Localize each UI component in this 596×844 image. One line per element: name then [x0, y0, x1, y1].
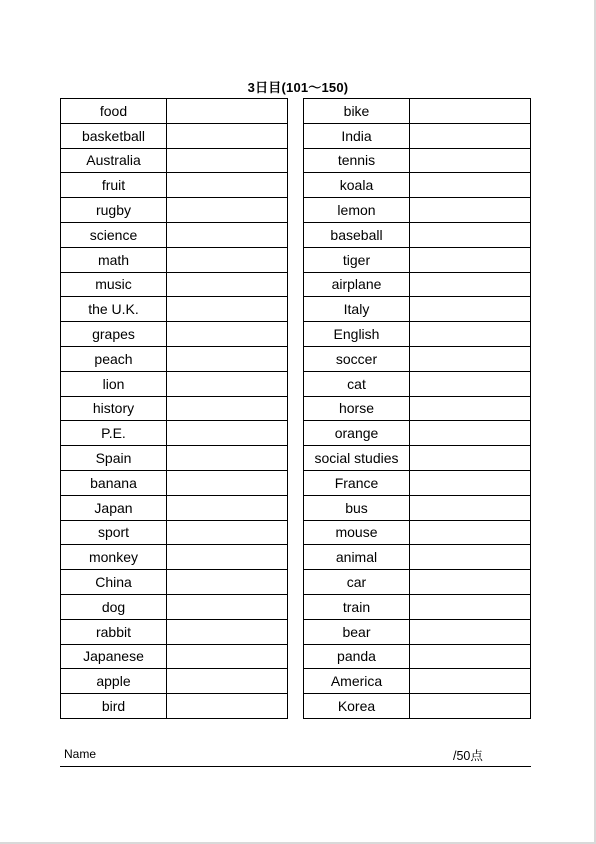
vocab-word: tennis	[304, 148, 410, 173]
answer-cell[interactable]	[410, 99, 531, 124]
vocab-word: bike	[304, 99, 410, 124]
table-row	[304, 272, 531, 297]
vocab-word: monkey	[61, 545, 167, 570]
vocab-word: bear	[304, 619, 410, 644]
table-row	[304, 247, 531, 272]
vocab-word: France	[304, 470, 410, 495]
table-row	[61, 446, 288, 471]
answer-cell[interactable]	[167, 123, 288, 148]
table-row	[61, 198, 288, 223]
answer-cell[interactable]	[410, 173, 531, 198]
table-row	[61, 148, 288, 173]
vocab-word: bird	[61, 694, 167, 719]
answer-cell[interactable]	[410, 545, 531, 570]
vocab-word: soccer	[304, 346, 410, 371]
vocab-word: science	[61, 222, 167, 247]
vocab-word: China	[61, 570, 167, 595]
vocab-word: Australia	[61, 148, 167, 173]
answer-cell[interactable]	[410, 272, 531, 297]
answer-cell[interactable]	[410, 669, 531, 694]
table-row	[304, 470, 531, 495]
table-row	[304, 594, 531, 619]
table-row	[61, 694, 288, 719]
vocab-word: tiger	[304, 247, 410, 272]
table-row	[304, 570, 531, 595]
score-label: /50点	[453, 749, 483, 763]
table-row	[304, 322, 531, 347]
table-row	[61, 272, 288, 297]
table-row	[61, 247, 288, 272]
answer-cell[interactable]	[167, 495, 288, 520]
answer-cell[interactable]	[410, 198, 531, 223]
table-row	[61, 619, 288, 644]
vocab-word: panda	[304, 644, 410, 669]
answer-cell[interactable]	[410, 371, 531, 396]
vocab-word: America	[304, 669, 410, 694]
answer-cell[interactable]	[167, 148, 288, 173]
vocab-word: animal	[304, 545, 410, 570]
answer-cell[interactable]	[410, 421, 531, 446]
answer-cell[interactable]	[167, 346, 288, 371]
vocab-word: grapes	[61, 322, 167, 347]
table-row	[61, 421, 288, 446]
answer-cell[interactable]	[167, 198, 288, 223]
answer-cell[interactable]	[167, 594, 288, 619]
answer-cell[interactable]	[167, 272, 288, 297]
vocab-word: sport	[61, 520, 167, 545]
vocab-word: music	[61, 272, 167, 297]
vocab-word: Spain	[61, 446, 167, 471]
vocab-word: dog	[61, 594, 167, 619]
table-row	[304, 669, 531, 694]
table-row	[61, 371, 288, 396]
answer-cell[interactable]	[410, 470, 531, 495]
vocab-word: English	[304, 322, 410, 347]
vocab-word: mouse	[304, 520, 410, 545]
vocab-word: P.E.	[61, 421, 167, 446]
vocab-word: baseball	[304, 222, 410, 247]
table-row	[304, 421, 531, 446]
answer-cell[interactable]	[167, 470, 288, 495]
name-label: Name	[64, 747, 97, 761]
table-row	[61, 495, 288, 520]
vocab-word: basketball	[61, 123, 167, 148]
vocab-word: koala	[304, 173, 410, 198]
vocab-word: banana	[61, 470, 167, 495]
answer-cell[interactable]	[410, 247, 531, 272]
table-row	[304, 644, 531, 669]
table-row	[61, 297, 288, 322]
vocab-word: fruit	[61, 173, 167, 198]
answer-cell[interactable]	[410, 148, 531, 173]
vocab-word: Japan	[61, 495, 167, 520]
answer-cell[interactable]	[167, 644, 288, 669]
table-row	[61, 346, 288, 371]
answer-cell[interactable]	[167, 247, 288, 272]
vocab-word: airplane	[304, 272, 410, 297]
vocab-word: the U.K.	[61, 297, 167, 322]
page-title: 3日目(101～150)	[247, 80, 349, 95]
answer-cell[interactable]	[167, 570, 288, 595]
vocab-word: bus	[304, 495, 410, 520]
table-row	[304, 446, 531, 471]
vocab-word: rabbit	[61, 619, 167, 644]
answer-cell[interactable]	[167, 99, 288, 124]
vocab-word: lemon	[304, 198, 410, 223]
vocab-word: cat	[304, 371, 410, 396]
answer-cell[interactable]	[167, 520, 288, 545]
table-row	[304, 545, 531, 570]
vocab-word: Japanese	[61, 644, 167, 669]
table-row	[61, 322, 288, 347]
answer-cell[interactable]	[410, 495, 531, 520]
vocab-word: peach	[61, 346, 167, 371]
answer-cell[interactable]	[167, 619, 288, 644]
answer-cell[interactable]	[167, 446, 288, 471]
table-row	[304, 346, 531, 371]
vocab-word: India	[304, 123, 410, 148]
vocab-word: orange	[304, 421, 410, 446]
answer-cell[interactable]	[410, 619, 531, 644]
vocab-word: Korea	[304, 694, 410, 719]
table-row	[61, 222, 288, 247]
answer-cell[interactable]	[410, 570, 531, 595]
table-row	[304, 148, 531, 173]
table-row	[304, 495, 531, 520]
vocab-word: car	[304, 570, 410, 595]
table-row	[304, 694, 531, 719]
answer-cell[interactable]	[410, 396, 531, 421]
answer-cell[interactable]	[167, 396, 288, 421]
table-row	[61, 570, 288, 595]
answer-cell[interactable]	[410, 594, 531, 619]
table-row	[61, 594, 288, 619]
table-row	[304, 123, 531, 148]
answer-cell[interactable]	[167, 371, 288, 396]
vocab-word: food	[61, 99, 167, 124]
vocab-word: train	[304, 594, 410, 619]
answer-cell[interactable]	[167, 545, 288, 570]
table-row	[304, 173, 531, 198]
table-row	[304, 198, 531, 223]
answer-cell[interactable]	[410, 222, 531, 247]
table-row	[304, 396, 531, 421]
answer-cell[interactable]	[167, 222, 288, 247]
answer-cell[interactable]	[410, 520, 531, 545]
table-row	[61, 545, 288, 570]
right-word-table	[303, 98, 531, 719]
vocab-word: history	[61, 396, 167, 421]
table-row	[61, 123, 288, 148]
table-row	[61, 644, 288, 669]
table-row	[61, 99, 288, 124]
vocab-word: math	[61, 247, 167, 272]
answer-cell[interactable]	[410, 644, 531, 669]
table-row	[61, 669, 288, 694]
vocab-word: horse	[304, 396, 410, 421]
table-row	[61, 470, 288, 495]
table-row	[304, 99, 531, 124]
answer-cell[interactable]	[167, 297, 288, 322]
vocab-word: rugby	[61, 198, 167, 223]
answer-cell[interactable]	[167, 421, 288, 446]
table-row	[304, 520, 531, 545]
answer-cell[interactable]	[410, 346, 531, 371]
table-row	[304, 222, 531, 247]
table-row	[61, 173, 288, 198]
answer-cell[interactable]	[410, 123, 531, 148]
table-row	[61, 396, 288, 421]
answer-cell[interactable]	[410, 694, 531, 719]
table-row	[304, 371, 531, 396]
table-row	[304, 297, 531, 322]
answer-cell[interactable]	[167, 669, 288, 694]
answer-cell[interactable]	[410, 446, 531, 471]
answer-cell[interactable]	[410, 322, 531, 347]
answer-cell[interactable]	[167, 322, 288, 347]
answer-cell[interactable]	[410, 297, 531, 322]
answer-cell[interactable]	[167, 173, 288, 198]
vocab-word: apple	[61, 669, 167, 694]
answer-cell[interactable]	[167, 694, 288, 719]
name-underline	[60, 766, 531, 767]
table-row	[304, 619, 531, 644]
vocab-word: lion	[61, 371, 167, 396]
left-word-table	[60, 98, 288, 719]
vocab-word: Italy	[304, 297, 410, 322]
vocab-word: social studies	[304, 446, 410, 471]
table-row	[61, 520, 288, 545]
